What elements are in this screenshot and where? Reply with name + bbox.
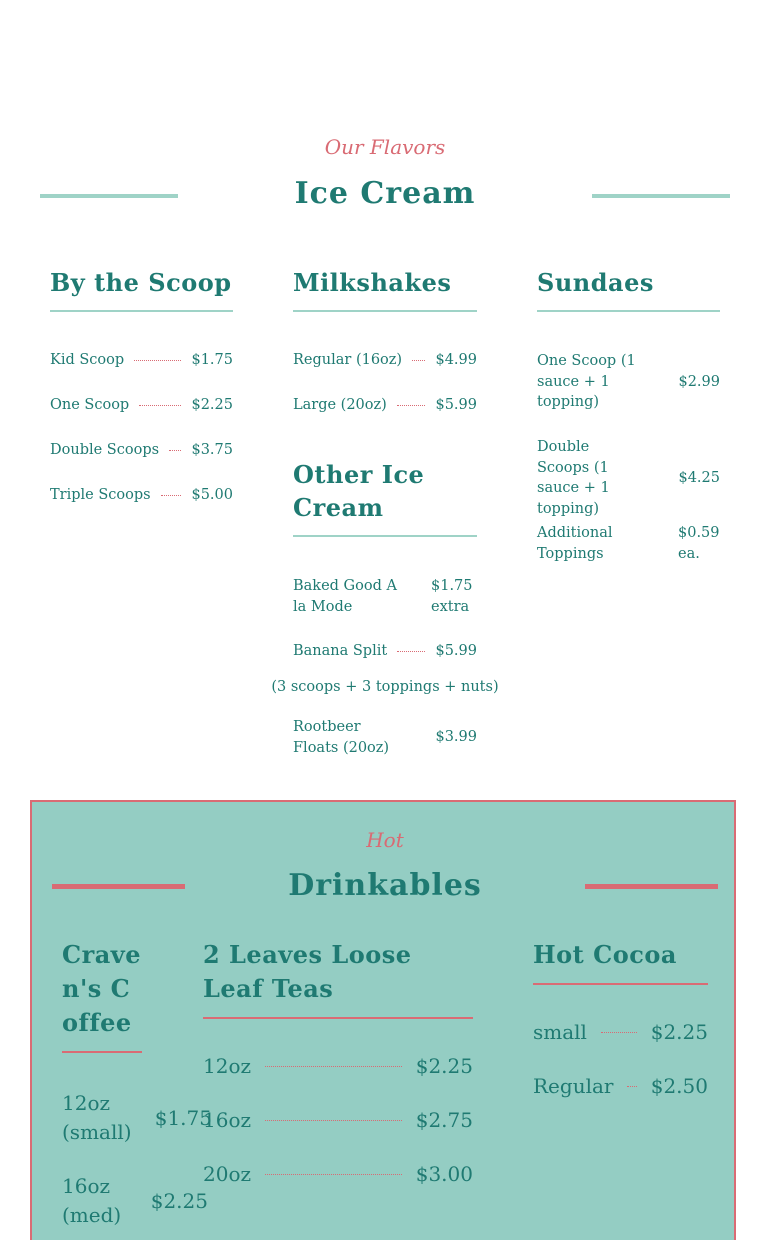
- menu-item: 16oz (med) $2.25: [62, 1174, 208, 1227]
- menu-item: Double Scoops $3.75: [50, 442, 233, 458]
- menu-item: 12oz $2.25: [203, 1054, 473, 1078]
- banana-split-note: (3 scoops + 3 toppings + nuts): [271, 679, 499, 695]
- scoop-title: By the Scoop: [50, 268, 232, 297]
- drinks-title: Drinkables: [288, 868, 482, 903]
- ice-cream-kicker: Our Flavors: [324, 135, 446, 159]
- menu-item: One Scoop $2.25: [50, 397, 233, 413]
- teas-title: 2 Leaves Loose Leaf Teas: [203, 940, 412, 1003]
- coffee-section: [62, 938, 144, 1053]
- sundaes-section: [537, 266, 720, 312]
- other-ice-cream-section: [293, 458, 477, 537]
- menu-item: 20oz $3.00: [203, 1162, 473, 1186]
- milkshakes-title: Milkshakes: [293, 268, 452, 297]
- sundaes-title: Sundaes: [537, 268, 654, 297]
- drinks-right-rule: [585, 884, 718, 889]
- menu-item: Regular $2.50: [533, 1074, 708, 1098]
- cocoa-section: [533, 938, 708, 1101]
- menu-item: Banana Split $5.99: [293, 643, 477, 659]
- menu-item: small $2.25: [533, 1020, 708, 1044]
- coffee-title-rule: [62, 1051, 142, 1053]
- menu-item: Regular (16oz) $4.99: [293, 352, 477, 368]
- menu-item: Large (20oz) $5.99: [293, 397, 477, 413]
- menu-item: Rootbeer Floats (20oz) $3.99: [293, 719, 477, 756]
- menu-item: One Scoop (1 sauce + 1 topping) $2.99: [537, 353, 720, 410]
- menu-item: 16oz $2.75: [203, 1108, 473, 1132]
- milkshakes-title-rule: [293, 310, 477, 312]
- other-ice-cream-title: Other Ice Cream: [293, 460, 425, 522]
- scoop-title-rule: [50, 310, 233, 312]
- ice-cream-title: Ice Cream: [294, 176, 476, 211]
- milkshakes-section: [293, 266, 477, 416]
- menu-item: Double Scoops (1 sauce + 1 topping) $4.25: [537, 439, 720, 517]
- sundaes-title-rule: [537, 310, 720, 312]
- menu-item: Baked Good A la Mode $1.75 extra: [293, 578, 473, 615]
- scoop-section: [50, 266, 233, 506]
- drinkables-section: [30, 800, 736, 1240]
- menu-item: Additional Toppings $0.59 ea.: [537, 525, 720, 562]
- other-title-rule: [293, 535, 477, 537]
- coffee-title: Craven's Coffee: [62, 940, 142, 1037]
- teas-title-rule: [203, 1017, 473, 1019]
- menu-item: 12oz (small) $1.75: [62, 1091, 212, 1144]
- cocoa-title: Hot Cocoa: [533, 940, 677, 969]
- cocoa-title-rule: [533, 983, 708, 985]
- menu-item: Triple Scoops $5.00: [50, 487, 233, 503]
- teas-section: [203, 938, 473, 1189]
- header-right-rule: [592, 194, 730, 198]
- drinks-kicker: Hot: [366, 828, 404, 852]
- menu-item: Kid Scoop $1.75: [50, 352, 233, 368]
